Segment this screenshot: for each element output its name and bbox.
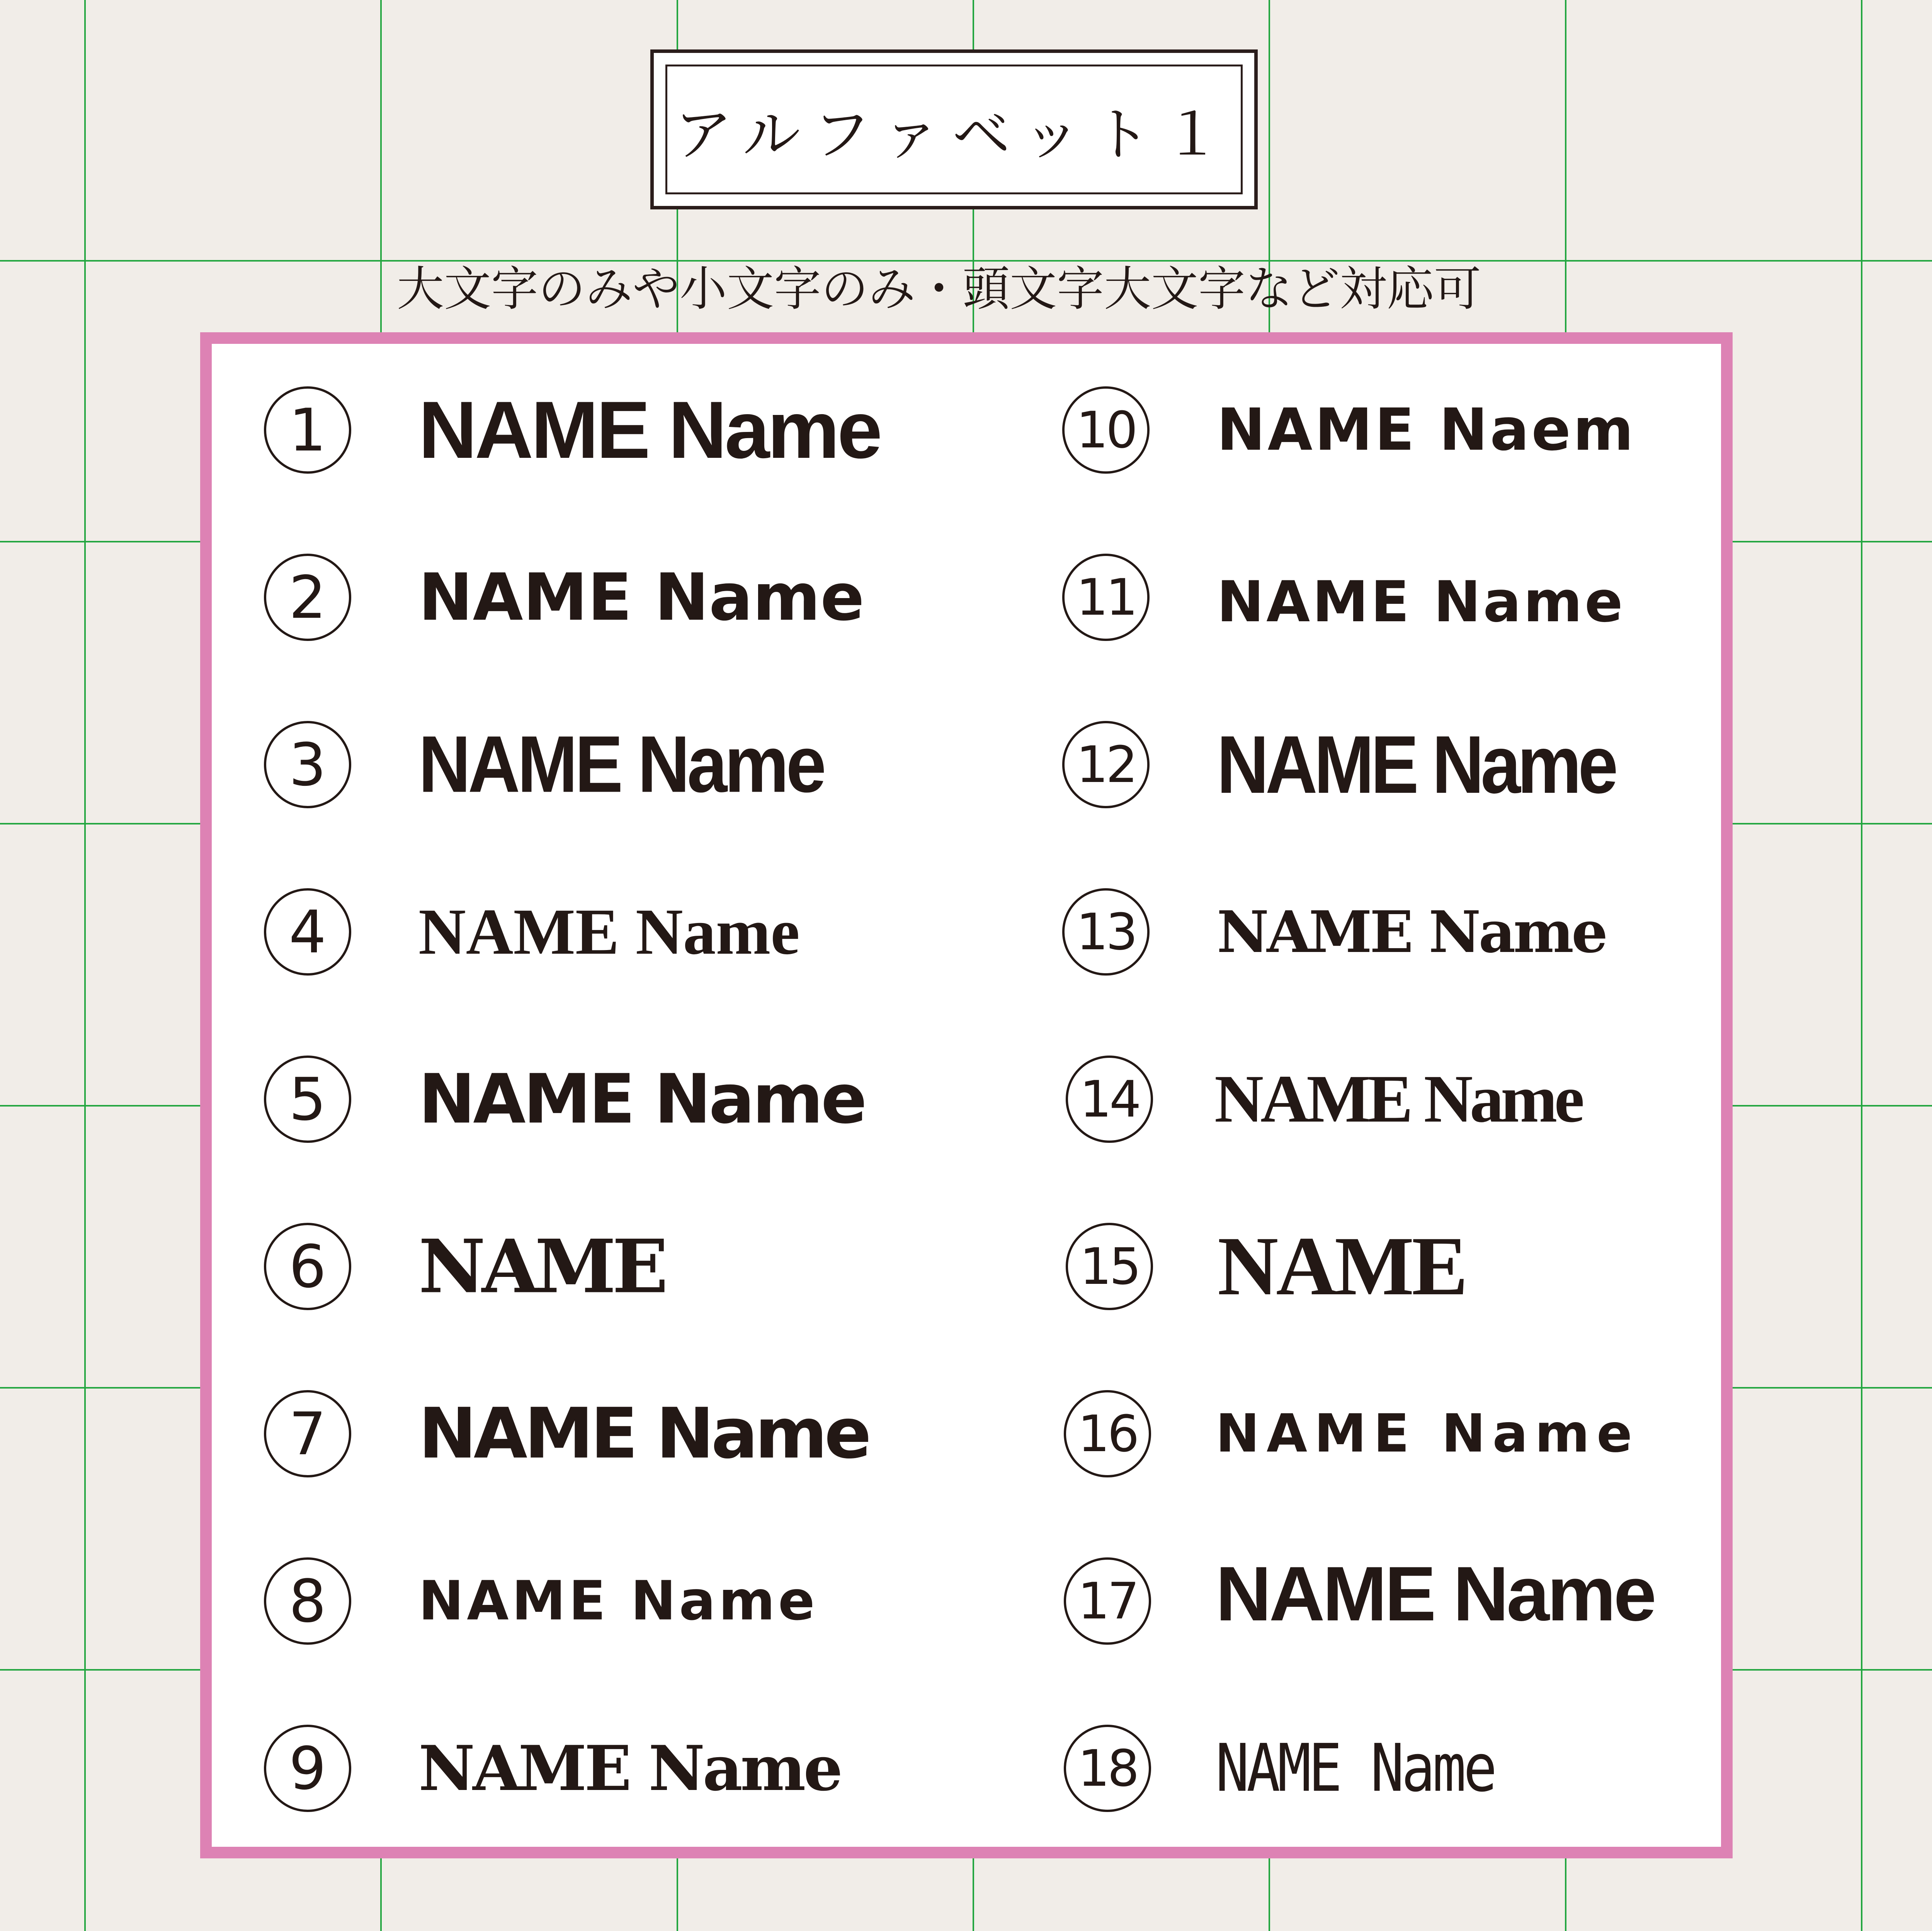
page-title: アルファベット１ [674,101,1234,168]
option-number: 10 [1062,386,1150,474]
option-number: 11 [1062,554,1150,641]
font-sample-text: NAME Name [418,1393,869,1474]
subtitle: 大文字のみや小文字のみ・頭文字大文字など対応可 [397,262,1481,316]
option-number: 12 [1062,721,1150,808]
grid-line [1861,0,1862,1931]
option-number: 6 [264,1223,351,1310]
font-sample-text: NAME Name [418,1569,818,1633]
title-inner-frame [665,65,1243,194]
option-number: 2 [264,554,351,641]
option-number: 5 [264,1056,351,1143]
option-number: 18 [1064,1725,1151,1812]
option-number: 15 [1066,1223,1153,1310]
grid-line [84,0,86,1931]
font-sample-text: NAME Name [418,895,800,968]
font-sample-text: NAME Name [1216,1551,1655,1637]
font-sample-text: NAME Name [1217,898,1606,966]
font-sample-panel [200,332,1733,1858]
font-sample-text: NAME Name [1216,1403,1639,1464]
font-sample-text: NAME Name [418,384,880,475]
font-sample-text: NAME Name [1217,569,1625,635]
option-number: 7 [264,1390,351,1477]
font-sample-text: NAME Name [418,719,824,809]
font-sample-text: NAME Name [418,1732,841,1805]
font-sample-text: NAME Name [1214,1061,1582,1137]
option-number: 17 [1064,1557,1151,1645]
font-sample-text: NAME Naem [1217,396,1636,464]
title-box [650,49,1258,209]
option-number: 8 [264,1557,351,1645]
font-sample-text: NAME Name [418,1059,865,1139]
font-sample-text: NAME Name [1217,719,1615,810]
option-number: 1 [264,386,351,474]
font-sample-text: NAME Name [1216,1730,1495,1807]
option-number: 9 [264,1725,351,1812]
option-number: 4 [264,888,351,976]
option-number: 14 [1066,1056,1153,1143]
font-sample-text: NAME [1218,1220,1466,1313]
option-number: 16 [1064,1390,1151,1477]
option-number: 13 [1062,888,1150,976]
font-sample-text: NAME [418,1223,665,1310]
font-sample-text: NAME Name [418,559,865,635]
option-number: 3 [264,721,351,808]
